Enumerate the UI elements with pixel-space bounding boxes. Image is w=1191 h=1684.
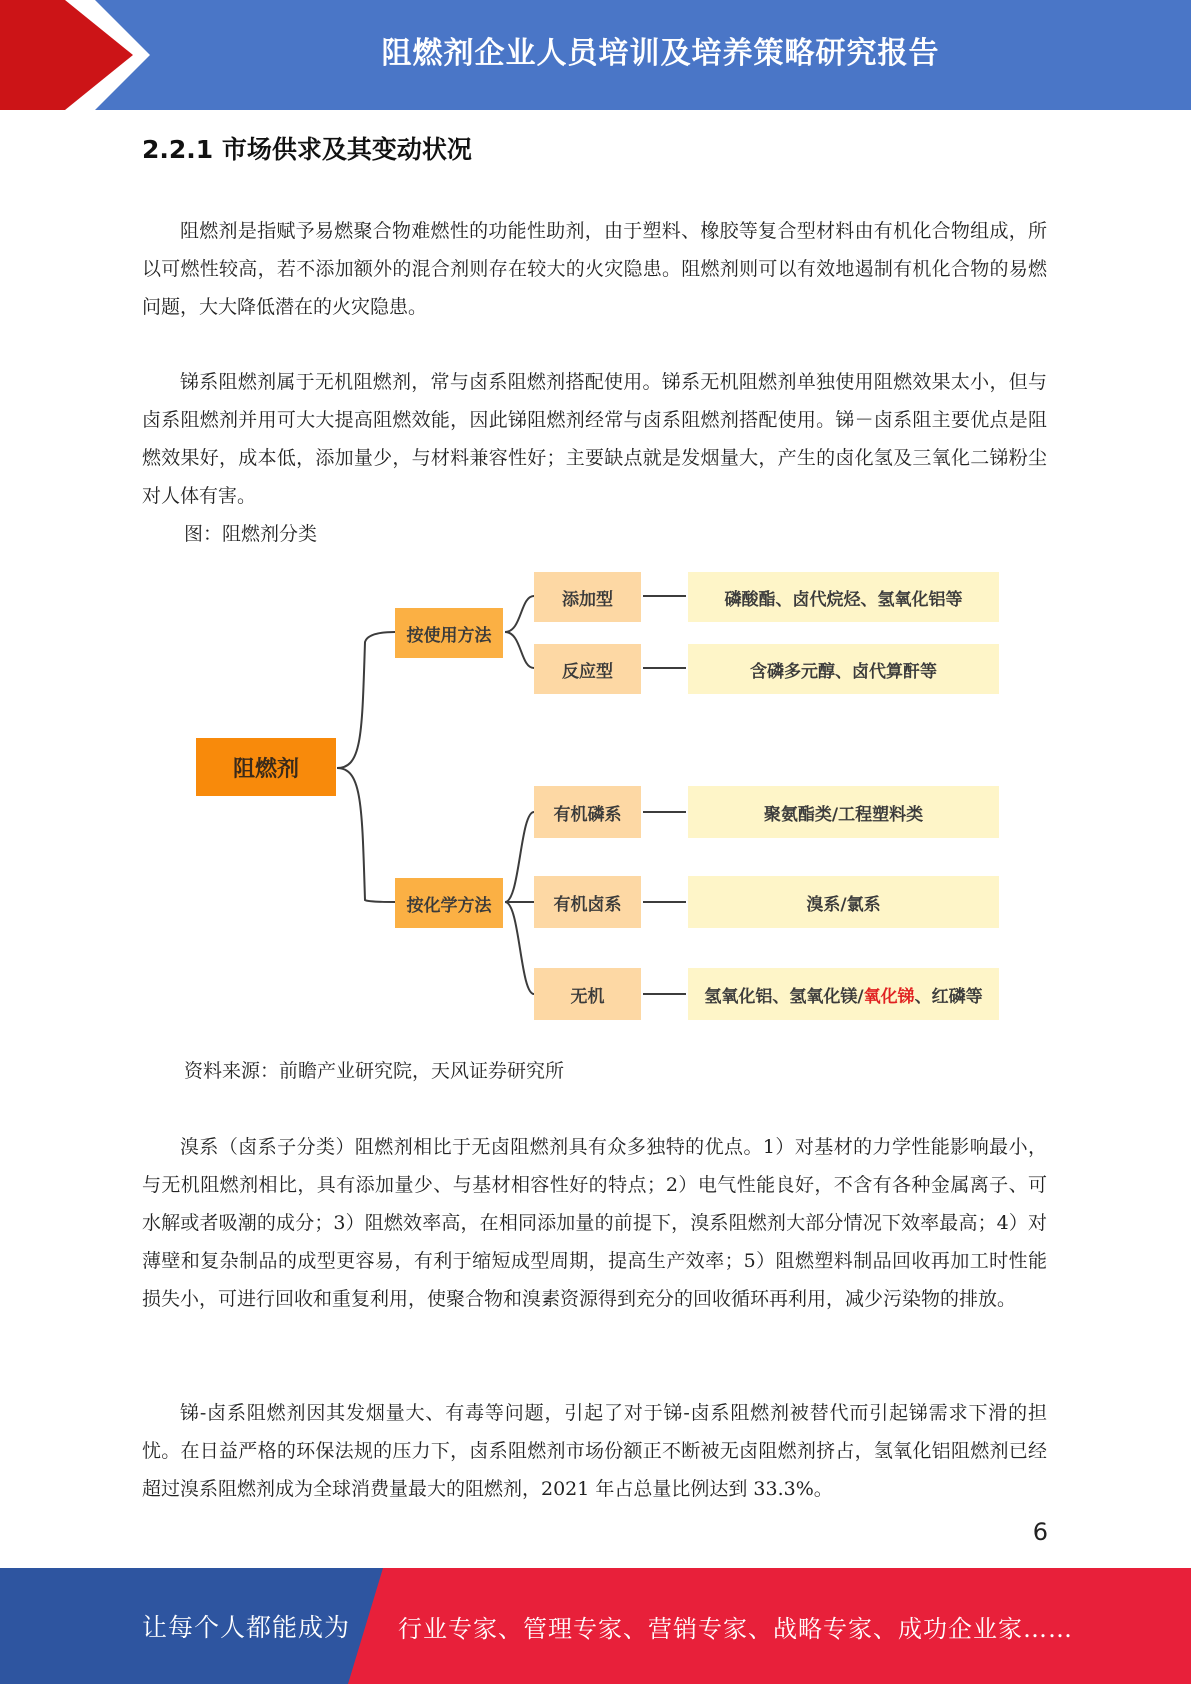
node-by-chemistry: 按化学方法	[395, 878, 503, 928]
node-organic-phosphorus: 有机磷系	[534, 786, 641, 838]
page-number: 6	[1032, 1518, 1048, 1546]
report-title: 阻燃剂企业人员培训及培养策略研究报告	[381, 36, 940, 71]
node-additive-type: 添加型	[534, 572, 641, 622]
paragraph-3: 溴系（卤系子分类）阻燃剂相比于无卤阻燃剂具有众多独特的优点。1）对基材的力学性能影响最小，与无机阻燃剂相比，具有添加量少、与基材相容性好的特点；2）电气性能良好，不含有各种金属离子、可水解或者吸潮的成分；3）阻燃效率高，在相同添加量的前提下，溴系阻燃剂大部分情况下效率最高；4）对薄壁和复杂制品的成型更容易，有利于缩短成型周期，提高生产效率；5）阻燃塑料制品回收再加工时性能损失小，可进行回收和重复利用，使聚合物和溴素资源得到充分的回收循环再利用，减少污染物的排放。	[142, 1136, 1047, 1310]
leaf-reactive-examples: 含磷多元醇、卤代算酐等	[688, 644, 999, 694]
paragraph-4: 锑-卤系阻燃剂因其发烟量大、有毒等问题，引起了对于锑-卤系阻燃剂被替代而引起锑需求下滑的担忧。在日益严格的环保法规的压力下，卤系阻燃剂市场份额正不断被无卤阻燃剂挤占，氢氧化铝阻燃剂已经超过溴系阻燃剂成为全球消费量最大的阻燃剂，2021 年占总量比例达到 33.3%。	[142, 1402, 1047, 1500]
diagram-root-node: 阻燃剂	[196, 738, 336, 796]
page-footer	[0, 1568, 1191, 1684]
leaf-organic-halogen-examples: 溴系/氯系	[688, 876, 999, 928]
leaf-additive-examples: 磷酸酯、卤代烷烃、氢氧化铝等	[688, 572, 999, 622]
section-heading: 2.2.1 市场供求及其变动状况	[142, 135, 472, 164]
figure-source: 资料来源：前瞻产业研究院，天风证券研究所	[184, 1060, 565, 1082]
leaf-inorganic-examples	[688, 968, 999, 1020]
node-inorganic: 无机	[534, 968, 641, 1020]
paragraph-2: 锑系阻燃剂属于无机阻燃剂，常与卤系阻燃剂搭配使用。锑系无机阻燃剂单独使用阻燃效果太小，但与卤系阻燃剂并用可大大提高阻燃效能，因此锑阻燃剂经常与卤系阻燃剂搭配使用。锑－卤系阻主要优点是阻燃效果好，成本低，添加量少，与材料兼容性好；主要缺点就是发烟量大，产生的卤化氢及三氧化二锑粉尘对人体有害。	[142, 371, 1047, 507]
node-reactive-type: 反应型	[534, 644, 641, 694]
paragraph-1: 阻燃剂是指赋予易燃聚合物难燃性的功能性助剂，由于塑料、橡胶等复合型材料由有机化合物组成，所以可燃性较高，若不添加额外的混合剂则存在较大的火灾隐患。阻燃剂则可以有效地遏制有机化合物的易燃问题，大大降低潜在的火灾隐患。	[142, 220, 1047, 318]
node-by-usage: 按使用方法	[395, 608, 503, 658]
footer-slogan-left: 让每个人都能成为	[142, 1613, 351, 1642]
page-header	[0, 0, 1191, 110]
figure-caption: 图：阻燃剂分类	[184, 523, 318, 545]
inorganic-examples-part2: 、红磷等	[914, 986, 983, 1007]
flame-retardant-classification-diagram	[0, 560, 1191, 1030]
antimony-oxide-highlight: 氧化锑	[863, 986, 915, 1007]
node-organic-halogen: 有机卤系	[534, 876, 641, 928]
footer-slogan-right: 行业专家、管理专家、营销专家、战略专家、成功企业家……	[398, 1614, 1073, 1643]
inorganic-examples-part1: 氢氧化铝、氢氧化镁/	[704, 986, 864, 1007]
leaf-organic-phosphorus-examples: 聚氨酯类/工程塑料类	[688, 786, 999, 838]
